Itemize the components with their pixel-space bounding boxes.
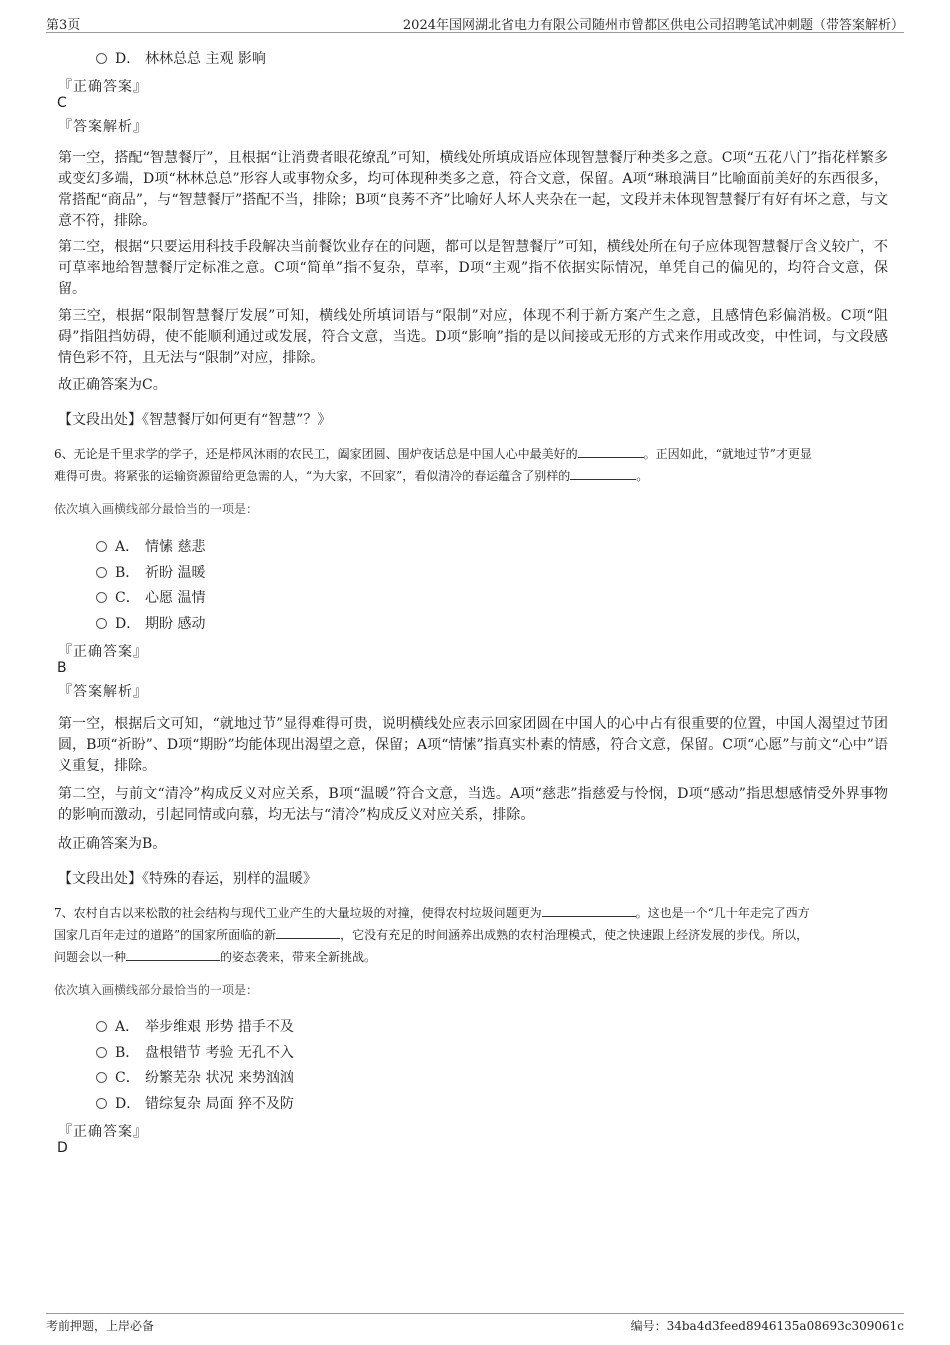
- analysis-paragraph: 第二空，与前文“清冷”构成反义对应关系，B项“温暖”符合文意，当选。A项“慈悲”指慈爱与怜悯，D项“感动”指思想感情受外界事物的影响而激动，引起同情或向慕，均无法与“清冷”构成反义对应关系，排除。: [58, 786, 888, 823]
- option-d[interactable]: D． 错综复杂 局面 猝不及防: [96, 1093, 294, 1113]
- radio-icon[interactable]: [96, 1047, 107, 1058]
- option-c[interactable]: C． 心愿 温情: [96, 587, 205, 607]
- option-d[interactable]: D． 期盼 感动: [96, 613, 205, 633]
- question-7-text: 7、农村自古以来松散的社会结构与现代工业产生的大量垃圾的对撞，使得农村垃圾问题更为 。这也是一个“几十年走完了西方 国家几百年走过的道路”的国家所面临的新 ，它没有充足的时间涵养出成熟的农村治理模式，使之快速跟上经济发展的步伐。所以， 问题会以一种 的姿态袭来，带来全新挑战。: [54, 906, 810, 964]
- option-c[interactable]: C． 纷繁芜杂 状况 来势汹汹: [96, 1067, 294, 1087]
- answer-value: D: [57, 1140, 68, 1156]
- option-d[interactable]: D． 林林总总 主观 影响: [96, 48, 266, 68]
- answer-value: C: [57, 95, 67, 111]
- source-citation: 【文段出处】《特殊的春运，别样的温暖》: [58, 871, 317, 887]
- radio-icon[interactable]: [96, 53, 107, 64]
- conclusion: 故正确答案为B。: [58, 836, 167, 852]
- analysis-paragraph: 第一空，搭配“智慧餐厅”，且根据“让消费者眼花缭乱”可知，横线处所填成语应体现智慧餐厅种类多之意。C项“五花八门”指花样繁多或变幻多端，D项“林林总总”形容人或事物众多，均可体现种类多之意，符合文意，保留。A项“琳琅满目”比喻面前美好的东西很多，常搭配“商品”，与“智慧餐厅”搭配不当，排除；B项“良莠不齐”比喻好人坏人夹杂在一起，文段并未体现智慧餐厅有好有坏之意，与文意不符，排除。: [58, 150, 888, 229]
- conclusion: 故正确答案为C。: [58, 377, 167, 393]
- question-6-text: 6、无论是千里求学的学子，还是栉风沐雨的农民工，阖家团圆、围炉夜话总是中国人心中最美好的 。正因如此，“就地过节”才更显 难得可贵。将紧张的运输资源留给更急需的人，“为大家，不回家”，看似清冷的春运蕴含了别样的 。: [54, 447, 812, 483]
- page-header: [46, 10, 904, 33]
- radio-icon[interactable]: [96, 1072, 107, 1083]
- blank: [578, 445, 644, 458]
- radio-icon[interactable]: [96, 1098, 107, 1109]
- page-number: 第3页: [46, 18, 81, 33]
- footer-slogan: 考前押题，上岸必备: [46, 1319, 155, 1333]
- option-a[interactable]: A． 情愫 慈悲: [96, 536, 205, 556]
- analysis-paragraph: 第三空，根据“限制智慧餐厅发展”可知，横线处所填词语与“限制”对应，体现不利于新方案产生之意，且感情色彩偏消极。C项“阻碍”指阻挡妨碍，使不能顺利通过或发展，符合文意，当选。D项“影响”指的是以间接或无形的方式来作用或改变，中性词，与文段感情色彩不符，且无法与“限制”对应，排除。: [58, 308, 888, 366]
- analysis-paragraph: 第二空，根据“只要运用科技手段解决当前餐饮业存在的问题，都可以是智慧餐厅”可知，横线处所在句子应体现智慧餐厅含义较广，不可草率地给智慧餐厅定标准之意。C项“简单”指不复杂，草率，D项“主观”指不依据实际情况，单凭自己的偏见的，均符合文意，保留。: [58, 239, 888, 297]
- document-title: 2024年国网湖北省电力有限公司随州市曾都区供电公司招聘笔试冲刺题（带答案解析）: [402, 18, 904, 33]
- analysis-label: 『答案解析』: [58, 119, 148, 135]
- option-a[interactable]: A． 举步维艰 形势 措手不及: [96, 1016, 294, 1036]
- option-b[interactable]: B． 祈盼 温暖: [96, 562, 205, 582]
- answer-label: 『正确答案』: [58, 644, 148, 660]
- radio-icon[interactable]: [96, 541, 107, 552]
- source-citation: 【文段出处】《智慧餐厅如何更有“智慧”？》: [58, 412, 332, 428]
- radio-icon[interactable]: [96, 1021, 107, 1032]
- page-footer: [46, 1313, 904, 1333]
- blank: [126, 948, 220, 961]
- blank: [542, 904, 636, 917]
- document-id: 编号：34ba4d3feed8946135a08693c309061c: [630, 1319, 904, 1333]
- option-b[interactable]: B． 盘根错节 考验 无孔不入: [96, 1042, 294, 1062]
- radio-icon[interactable]: [96, 567, 107, 578]
- analysis-paragraph: 第一空，根据后文可知，“就地过节”显得难得可贵，说明横线处应表示回家团圆在中国人的心中占有很重要的位置，中国人渴望过节团圆，B项“祈盼”、D项“期盼”均能体现出渴望之意，保留；A项“情愫”指真实朴素的情感，符合文意，保留。C项“心愿”与前文“心中”语义重复，排除。: [58, 716, 888, 774]
- question-7-prompt: 依次填入画横线部分最恰当的一项是：: [54, 983, 259, 997]
- answer-value: B: [57, 660, 67, 676]
- blank: [570, 467, 636, 480]
- blank: [276, 926, 340, 939]
- answer-label: 『正确答案』: [58, 79, 148, 95]
- answer-label: 『正确答案』: [58, 1124, 148, 1140]
- radio-icon[interactable]: [96, 592, 107, 603]
- question-6-prompt: 依次填入画横线部分最恰当的一项是：: [54, 502, 259, 516]
- analysis-label: 『答案解析』: [58, 684, 148, 700]
- radio-icon[interactable]: [96, 618, 107, 629]
